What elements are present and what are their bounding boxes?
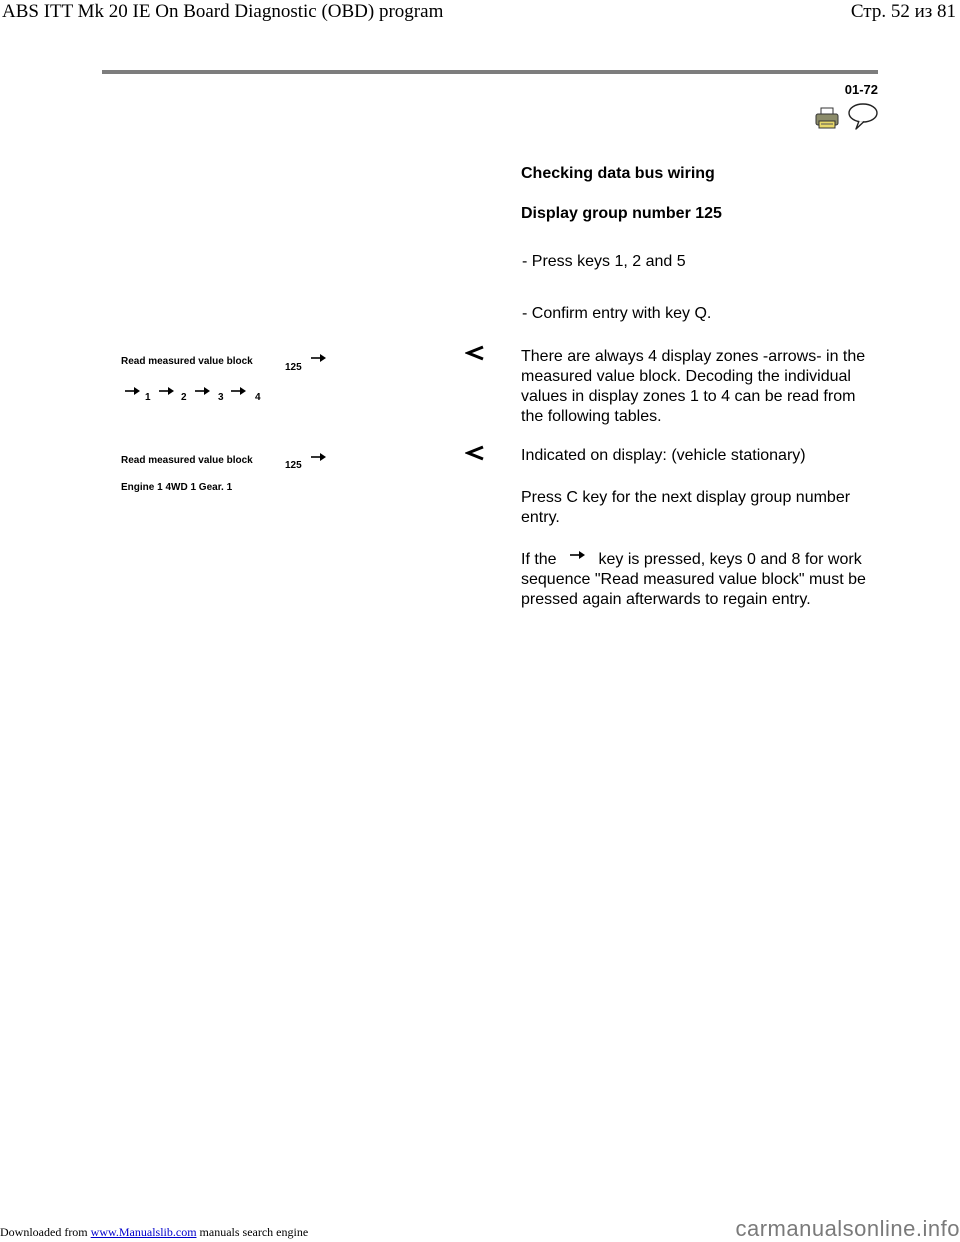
header-rule bbox=[102, 70, 878, 74]
pointer-left-icon bbox=[465, 445, 485, 461]
screen1-title: Read measured value block bbox=[121, 356, 253, 367]
right-arrow-icon bbox=[310, 353, 328, 363]
screen2-title: Read measured value block bbox=[121, 455, 253, 466]
step-1: - Press keys 1, 2 and 5 bbox=[522, 253, 686, 270]
right-arrow-icon bbox=[569, 550, 587, 560]
download-credit-prefix: Downloaded from bbox=[0, 1225, 88, 1239]
right-arrow-icon bbox=[158, 386, 176, 396]
zone-label-3: 3 bbox=[218, 392, 224, 403]
paragraph-indicated-display: Indicated on display: (vehicle stationary) bbox=[521, 447, 806, 464]
watermark: carmanualsonline.info bbox=[735, 1216, 960, 1241]
right-arrow-icon bbox=[124, 386, 142, 396]
document-title: ABS ITT Mk 20 IE On Board Diagnostic (OBD) program bbox=[2, 1, 444, 22]
paragraph-arrow-key bbox=[521, 550, 871, 610]
paragraph-press-c: Press C key for the next display group number entry. bbox=[521, 489, 851, 526]
document-code: 01-72 bbox=[844, 82, 878, 97]
download-credit-tagline: manuals search engine bbox=[199, 1225, 309, 1239]
zone-label-1: 1 bbox=[145, 392, 151, 403]
page-indicator: Стр. 52 из 81 bbox=[850, 1, 956, 22]
display-group-heading: Display group number 125 bbox=[521, 205, 722, 222]
paragraph-arrow-key-end: key is pressed, keys 0 and 8 for work sequence "Read measured value block" must be pressed again afterwards to regain entry. bbox=[521, 551, 866, 608]
right-arrow-icon bbox=[310, 452, 328, 462]
screen2-group: 125 bbox=[285, 460, 302, 471]
printer-icon[interactable] bbox=[815, 107, 839, 129]
right-arrow-icon bbox=[194, 386, 212, 396]
zone-label-4: 4 bbox=[255, 392, 261, 403]
right-arrow-icon bbox=[230, 386, 248, 396]
paragraph-arrow-key-start: If the bbox=[521, 551, 557, 568]
zone-label-2: 2 bbox=[181, 392, 187, 403]
download-credit bbox=[0, 1225, 308, 1240]
paragraph-display-zones: There are always 4 display zones -arrows- in the measured value block. Decoding the individual values in display zones 1 to 4 can be read from the following tables. bbox=[521, 348, 866, 425]
pointer-left-icon bbox=[465, 345, 485, 361]
section-heading: Checking data bus wiring bbox=[521, 165, 715, 182]
speech-bubble-icon[interactable] bbox=[847, 102, 879, 130]
screen2-values: Engine 1 4WD 1 Gear. 1 bbox=[121, 482, 233, 493]
step-2: - Confirm entry with key Q. bbox=[522, 305, 712, 322]
screen1-group: 125 bbox=[285, 362, 302, 373]
manualslib-link[interactable]: www.Manualslib.com bbox=[90, 1225, 197, 1239]
